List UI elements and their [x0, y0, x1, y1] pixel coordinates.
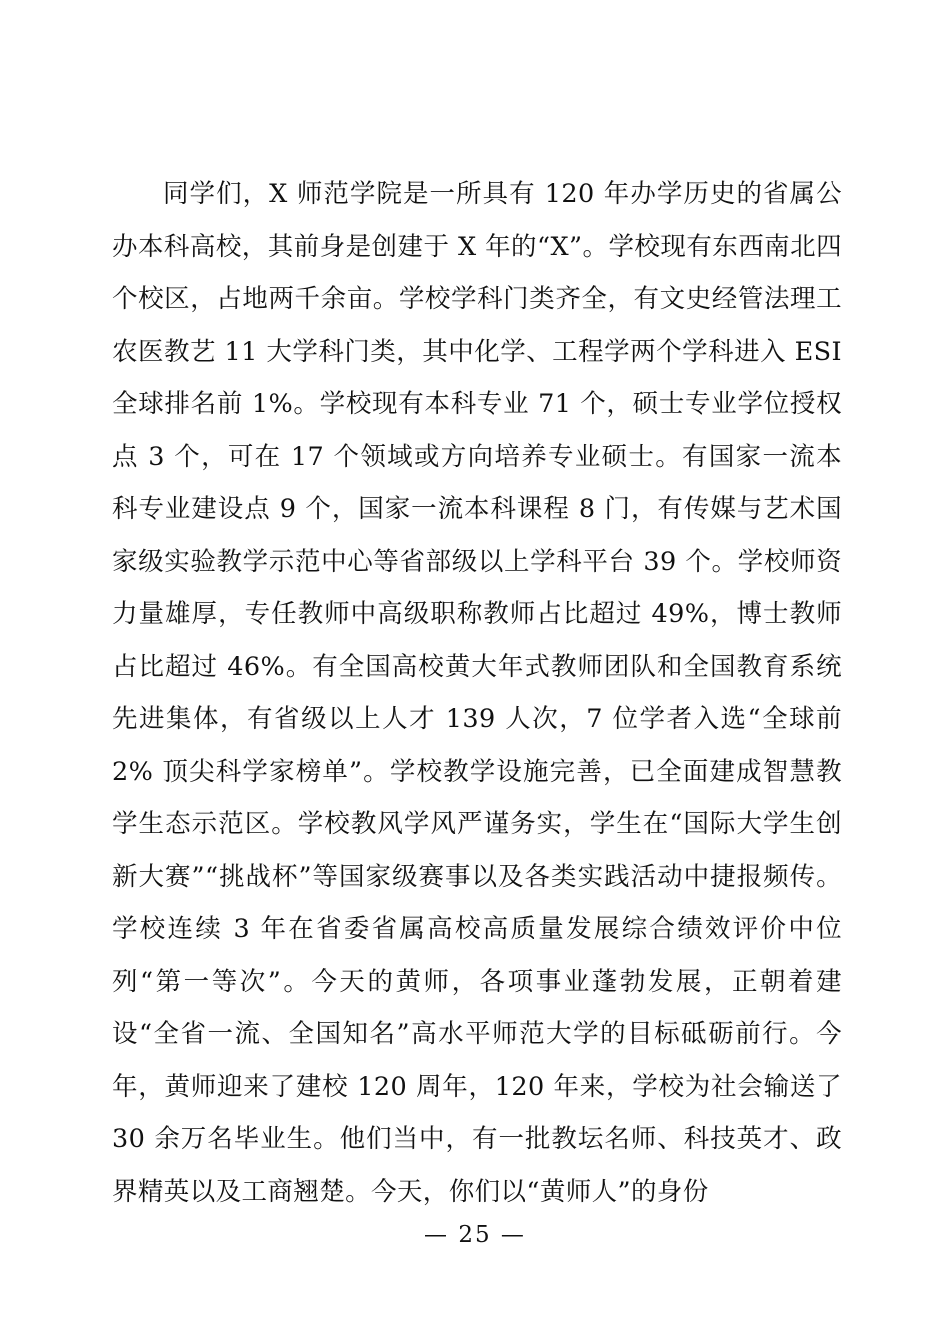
body-paragraph: 同学们，X 师范学院是一所具有 120 年办学历史的省属公办本科高校，其前身是创建于 X 年的“X”。学校现有东西南北四个校区，占地两千余亩。学校学科门类齐全，有文史经管法理工农医教艺 11 大学科门类，其中化学、工程学两个学科进入 ESI 全球排名前 1%。学校现有本科专业 71 个，硕士专业学位授权点 3 个，可在 17 个领域或方向培养专业硕士。有国家一流本科专业建设点 9 个，国家一流本科课程 8 门，有传媒与艺术国家级实验教学示范中心等省部级以上学科平台 39 个。学校师资力量雄厚，专任教师中高级职称教师占比超过 49%，博士教师占比超过 46%。有全国高校黄大年式教师团队和全国教育系统先进集体，有省级以上人才 139 人次，7 位学者入选“全球前 2% 顶尖科学家榜单”。学校教学设施完善，已全面建成智慧教学生态示范区。学校教风学风严谨务实，学生在“国际大学生创新大赛”“挑战杯”等国家级赛事以及各类实践活动中捷报频传。学校连续 3 年在省委省属高校高质量发展综合绩效评价中位列“第一等次”。今天的黄师，各项事业蓬勃发展，正朝着建设“全省一流、全国知名”高水平师范大学的目标砥砺前行。今年，黄师迎来了建校 120 周年，120 年来，学校为社会输送了 30 余万名毕业生。他们当中，有一批教坛名师、科技英才、政界精英以及工商翘楚。今天，你们以“黄师人”的身份	[112, 179, 842, 1207]
page-number: — 25 —	[424, 1222, 526, 1248]
document-body	[112, 168, 842, 1218]
